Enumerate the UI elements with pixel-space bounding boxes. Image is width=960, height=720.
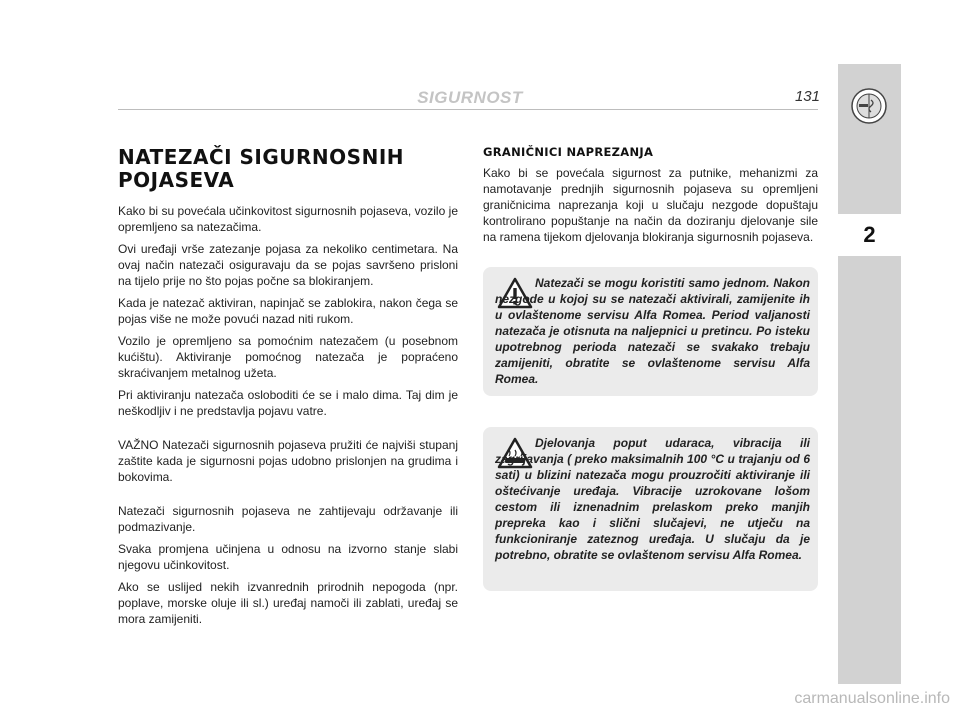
- paragraph: Vozilo je opremljeno sa pomoćnim natezačem (u posebnom kućištu). Aktiviranje pomoćnog natezača je popraćeno skraćivanjem metalnog užeta.: [118, 334, 458, 380]
- paragraph: Ovi uređaji vrše zatezanje pojasa za nekoliko centimetara. Na ovaj način natezači osiguravaju da se pojas savršeno prisloni na tijelo prije no što pojas počne sa blokiranjem.: [118, 242, 458, 288]
- important-note: VAŽNO Natezači sigurnosnih pojaseva pružiti će najviši stupanj zaštite kada je sigurnosni pojas udobno prislonjen na grudima i bokovima.: [118, 438, 458, 484]
- paragraph: Pri aktiviranju natezača osloboditi će se i malo dima. Taj dim je neškodljiv i ne predstavlja pojavu vatre.: [118, 388, 458, 418]
- page-number: 131: [794, 88, 820, 105]
- paragraph: Svaka promjena učinjena u odnosu na izvorno stanje slabi njegovu učinkovitost.: [118, 542, 458, 572]
- maintenance-note: Natezači sigurnosnih pojaseva ne zahtijevaju održavanje ili podmazivanje.: [118, 504, 458, 534]
- chapter-number: 2: [863, 222, 876, 247]
- warning-box: [483, 267, 818, 396]
- left-column: [118, 203, 458, 633]
- warning-text: Djelovanja poput udaraca, vibracija ili zagrijavanja ( preko maksimalnih 100 °C u trajanju od 6 sati) u blizini natezača mogu prouzročiti aktiviranje ili oštećivanje uređaja. Vibracije uzrokovane lošom cestom ili iznenadnim prelaskom preko manjih prepreka kao i slični slučajevi, ne utječu na funkcioniranje zateznog uređaja. U slučaju da je potrebno, obratite se ovlaštenom servisu Alfa Romea.: [495, 436, 810, 562]
- header-rule: [118, 109, 818, 110]
- chapter-sidebar: [838, 64, 901, 684]
- alfa-romeo-logo: [851, 88, 887, 124]
- right-column: [483, 165, 818, 245]
- paragraph: Kada je natezač aktiviran, napinjač se zablokira, nakon čega se pojas više ne može povući nazad niti rukom.: [118, 296, 458, 326]
- warning-text: Natezači se mogu koristiti samo jednom. Nakon nezgode u kojoj su se natezači aktivirali, zamijenite ih u ovlaštenome servisu Alfa Romea. Period valjanosti natezača je otisnuta na naljepnici u pretincu. Po isteku upotrebnog perioda natezači se svakako trebaju zamijeniti, obratite se ovlaštenome servisu Alfa Romea.: [495, 276, 810, 386]
- warning-box: [483, 427, 818, 591]
- section-title: NATEZAČI SIGURNOSNIH POJASEVA: [118, 145, 404, 192]
- paragraph: Kako bi se povećala sigurnost za putnike, mehanizmi za namotavanje prednjih sigurnosnih pojaseva su opremljeni graničnicima naprezanja koji u slučaju nezgode dopuštaju kontrolirano popuštanje na način da doziranju djelovanje sile na ramena tijekom djelovanja blokiranja sigurnosnih pojaseva.: [483, 166, 818, 244]
- header-title: SIGURNOST: [417, 88, 523, 107]
- chapter-tab[interactable]: [838, 214, 901, 256]
- paragraph: Kako bi su povećala učinkovitost sigurnosnih pojaseva, vozilo je opremljeno sa natezačima.: [118, 204, 458, 234]
- subsection-title: GRANIČNICI NAPREZANJA: [483, 145, 654, 159]
- paragraph: Ako se uslijed nekih izvanrednih prirodnih nepogoda (npr. poplave, morske oluje ili sl.) uređaj namoči ili zablati, uređaj se mora zamijeniti.: [118, 580, 458, 626]
- watermark: carmanualsonline.info: [794, 690, 950, 707]
